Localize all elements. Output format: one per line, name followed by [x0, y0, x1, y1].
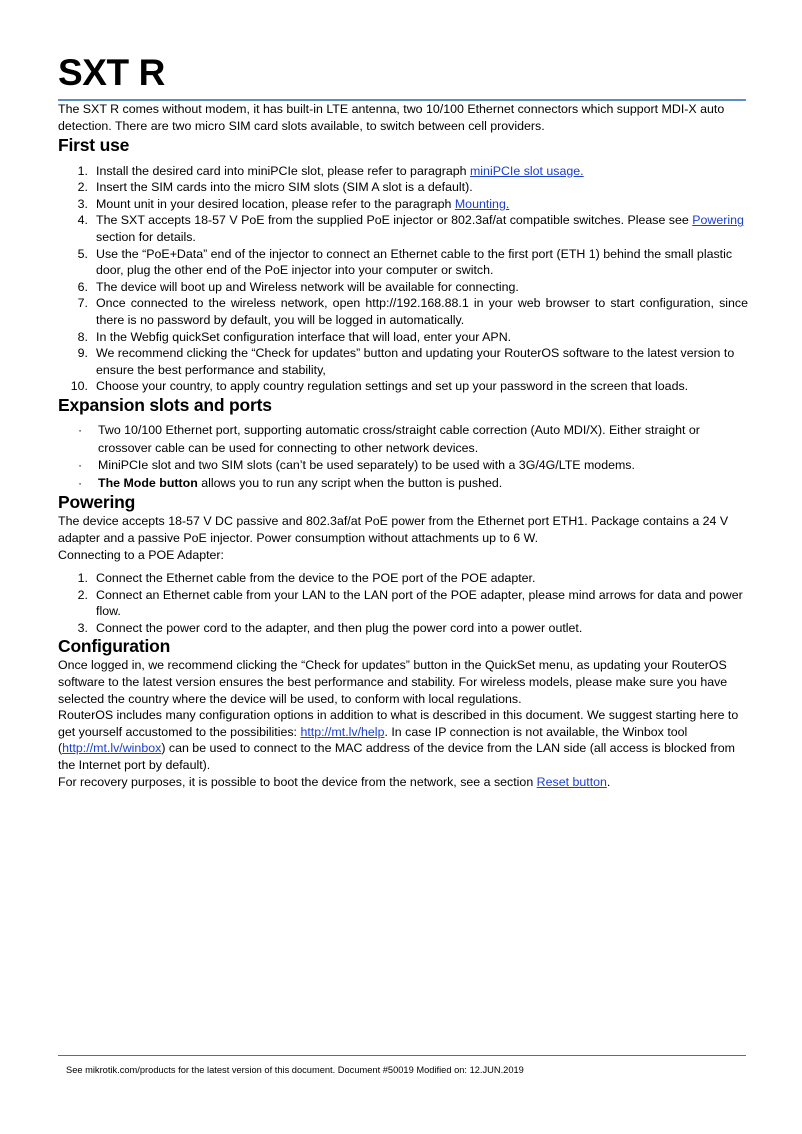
list-marker: 2. — [77, 587, 88, 602]
link-mt-lv-help[interactable]: http://mt.lv/help — [300, 724, 385, 739]
mode-button-emphasis: The Mode button — [98, 475, 198, 490]
list-item — [58, 179, 748, 196]
list-item-text: Once connected to the wireless network, open http://192.168.88.1 in your web browser to start configuration, since there is no password by default, you will be logged in automatically. — [96, 296, 748, 327]
configuration-paragraph-3 — [58, 774, 748, 791]
config-p2-part3: ) can be used to connect to the MAC address of the device from the LAN side (all access is blocked from the Internet port by default). — [58, 741, 736, 773]
configuration-paragraph-2 — [58, 707, 748, 773]
config-p3-part1: For recovery purposes, it is possible to boot the device from the network, see a section — [58, 774, 537, 789]
list-marker: 9. — [77, 346, 88, 361]
list-item — [58, 457, 748, 475]
list-item-text: MiniPCIe slot and two SIM slots (can’t be used separately) to be used with a 3G/4G/LTE modems. — [98, 458, 635, 473]
list-item-text-pre: The SXT accepts 18-57 V PoE from the supplied PoE injector or 802.3af/at compatible switches. Please see — [96, 213, 693, 228]
list-item — [58, 163, 748, 180]
link-mt-lv-winbox[interactable]: http://mt.lv/winbox — [62, 741, 162, 756]
list-item-text: Choose your country, to apply country regulation settings and set up your password in the screen that loads. — [96, 379, 689, 394]
list-marker: 3. — [77, 620, 88, 635]
list-item-text-pre: Mount unit in your desired location, please refer to the paragraph — [96, 196, 455, 211]
list-item-text: Connect an Ethernet cable from your LAN to the LAN port of the POE adapter, please mind arrows for data and power flow. — [96, 587, 743, 619]
list-item — [58, 196, 748, 213]
powering-subheading: Connecting to a POE Adapter: — [58, 547, 225, 562]
list-item-text: In the Webfig quickSet configuration interface that will load, enter your APN. — [96, 329, 512, 344]
section-heading-powering: Powering — [58, 492, 136, 513]
list-marker: 3. — [77, 196, 88, 211]
page-title: SXT R — [58, 52, 165, 93]
list-marker: 5. — [77, 246, 88, 261]
link-mounting[interactable]: Mounting. — [454, 196, 510, 211]
list-item — [58, 620, 748, 637]
config-p2-part2: . In case IP connection is not available, the Winbox tool ( — [58, 724, 688, 756]
expansion-list — [58, 422, 748, 492]
list-marker: 8. — [77, 329, 88, 344]
list-item — [58, 422, 748, 457]
poe-adapter-list — [58, 570, 748, 636]
list-marker: 4. — [77, 213, 88, 228]
list-item-text: Use the “PoE+Data” end of the injector to connect an Ethernet cable to the first port (ETH 1) behind the small plastic door, plug the other end of the PoE injector into your computer or switch. — [96, 246, 733, 278]
list-item — [58, 279, 748, 296]
list-item — [58, 246, 748, 279]
list-marker: 6. — [77, 279, 88, 294]
list-item-text: Connect the Ethernet cable from the device to the POE port of the POE adapter. — [96, 571, 536, 586]
list-item-text — [96, 196, 748, 213]
configuration-paragraph-1: Once logged in, we recommend clicking the “Check for updates” button in the QuickSet menu, as updating your RouterOS software to the latest version ensures the best performance and stability. For wireless models, please make sure you have selected the country where the device will be used, to conform with local regulations. — [58, 658, 728, 706]
list-item-text: Two 10/100 Ethernet port, supporting automatic cross/straight cable correction (Auto MDI/X). Either straight or crossover cable can be used for connecting to other network devices. — [98, 422, 700, 455]
list-item — [58, 345, 748, 378]
list-item-text — [96, 163, 748, 180]
list-item-text: Connect the power cord to the adapter, and then plug the power cord into a power outlet. — [96, 620, 583, 635]
section-heading-configuration: Configuration — [58, 636, 171, 657]
bullet-icon: · — [78, 458, 83, 473]
list-item — [58, 378, 748, 395]
list-item-text: Insert the SIM cards into the micro SIM slots (SIM A slot is a default). — [96, 180, 473, 195]
list-item — [58, 295, 748, 328]
list-item-text: The device will boot up and Wireless network will be available for connecting. — [96, 279, 519, 294]
list-item-text-post: section for details. — [96, 230, 196, 244]
intro-paragraph: The SXT R comes without modem, it has built-in LTE antenna, two 10/100 Ethernet connectors which support MDI-X auto detection. There are two micro SIM card slots available, to switch between cell providers. — [58, 102, 725, 134]
list-item — [58, 570, 748, 587]
page-footer — [58, 1055, 746, 1076]
bullet-icon: · — [78, 475, 83, 490]
link-minipcie-slot-usage[interactable]: miniPCIe slot usage. — [469, 163, 584, 178]
list-marker: 2. — [77, 180, 88, 195]
list-item-text — [96, 212, 748, 245]
list-item-text — [98, 476, 502, 490]
list-item-text-pre: Install the desired card into miniPCIe slot, please refer to paragraph — [96, 163, 470, 178]
bullet-icon: · — [78, 422, 83, 437]
list-item — [58, 587, 748, 620]
section-heading-expansion: Expansion slots and ports — [58, 394, 272, 415]
list-marker: 7. — [77, 296, 88, 311]
first-use-list — [58, 163, 748, 395]
list-marker: 1. — [77, 571, 88, 586]
powering-paragraph: The device accepts 18-57 V DC passive and 802.3af/at PoE power from the Ethernet port ETH1. Package contains a 24 V adapter and a passive PoE injector. Power consumption without attachments up to 6 W. — [58, 514, 729, 545]
list-marker: 1. — [77, 163, 88, 178]
list-item — [58, 475, 748, 493]
list-item — [58, 329, 748, 346]
list-item — [58, 212, 748, 245]
link-powering[interactable]: Powering — [692, 213, 744, 228]
list-item-text: We recommend clicking the “Check for updates” button and updating your RouterOS software to the latest version to ensure the best performance and stability, — [96, 346, 735, 377]
section-heading-first-use: First use — [58, 134, 130, 155]
list-marker: 10. — [70, 379, 88, 394]
config-p2-part1: RouterOS includes many configuration options in addition to what is described in this document. We suggest starting here to get yourself accustomed to the possibilities: — [58, 708, 739, 739]
footer-text: See mikrotik.com/products for the latest version of this document. Document #50019 Modified on: 12.JUN.2019 — [66, 1065, 524, 1075]
list-item-text-rest: allows you to run any script when the button is pushed. — [197, 475, 503, 490]
config-p3-part2: . — [606, 774, 611, 789]
link-reset-button[interactable]: Reset button — [536, 774, 607, 789]
